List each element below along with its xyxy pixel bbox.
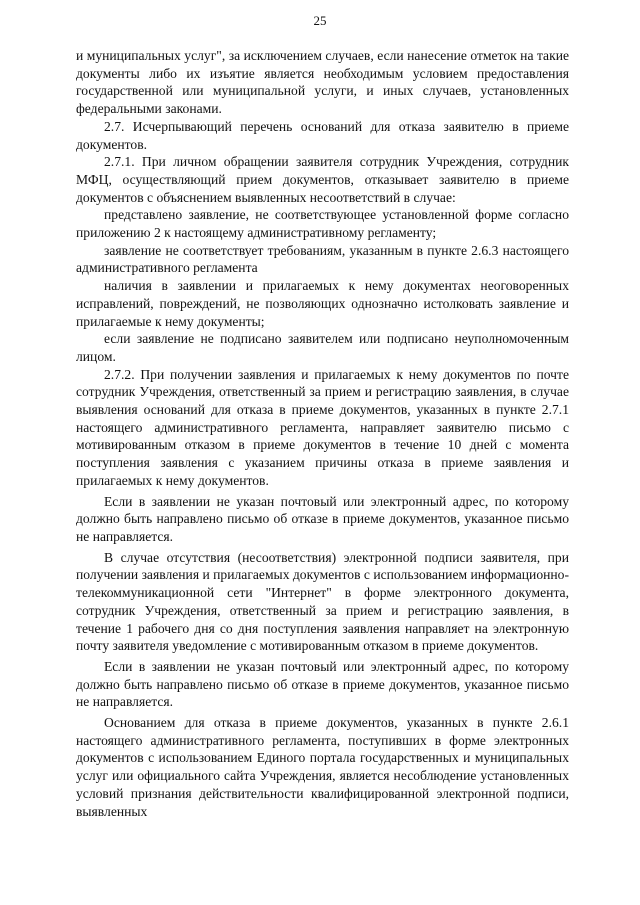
paragraph: 2.7. Исчерпывающий перечень оснований для отказа заявителю в приеме документов.: [76, 118, 569, 152]
paragraph: наличия в заявлении и прилагаемых к нему документах неоговоренных исправлений, повреждений, не позволяющих однозначно истолковать заявление и прилагаемые к нему документы;: [76, 278, 569, 329]
document-body: [76, 47, 569, 820]
paragraph: В случае отсутствия (несоответствия) электронной подписи заявителя, при получении заявления и прилагаемых документов с использованием информационно-телекоммуникационной сети "Интернет" в форме электронного документа, сотрудник Учреждения, ответственный за прием и регистрацию заявления, в течение 1 рабочего дня со дня поступления заявления направляет на электронную почту заявителя уведомление с мотивированным отказом в приеме документов.: [76, 549, 569, 654]
page-number: 25: [313, 13, 327, 28]
paragraph: 2.7.1. При личном обращении заявителя сотрудник Учреждения, сотрудник МФЦ, осуществляющий прием документов, отказывает заявителю в приеме документов с объяснением выявленных несоответствий в случае:: [76, 154, 569, 205]
paragraph: 2.7.2. При получении заявления и прилагаемых к нему документов по почте сотрудник Учреждения, ответственный за прием и регистрацию заявления, в случае выявления оснований для отказа в приеме документов, указанных в пункте 2.7.1 настоящего административного регламента, направляет заявителю письмо с мотивированным отказом в приеме документов в течение 10 дней с момента поступления заявления с указанием причины отказа в приеме заявления и прилагаемых к нему документов.: [76, 366, 569, 488]
paragraph: Если в заявлении не указан почтовый или электронный адрес, по которому должно быть направлено письмо об отказе в приеме документов, указанное письмо не направляется.: [76, 493, 569, 544]
paragraph: представлено заявление, не соответствующее установленной форме согласно приложению 2 к настоящему административному регламенту;: [76, 207, 569, 241]
paragraph: если заявление не подписано заявителем или подписано неуполномоченным лицом.: [76, 331, 569, 364]
paragraph: и муниципальных услуг", за исключением случаев, если нанесение отметок на такие документы либо их изъятие является необходимым условием предоставления государственной или муниципальной услуги, и иных случаев, установленных федеральными законами.: [76, 48, 569, 117]
paragraph: заявление не соответствует требованиям, указанным в пункте 2.6.3 настоящего административного регламента: [76, 242, 569, 276]
paragraph: Если в заявлении не указан почтовый или электронный адрес, по которому должно быть направлено письмо об отказе в приеме документов, указанное письмо не направляется.: [76, 658, 569, 710]
paragraph: Основанием для отказа в приеме документов, указанных в пункте 2.6.1 настоящего административного регламента, поступивших в форме электронных документов с использованием Единого портала государственных и муниципальных услуг или официального сайта Учреждения, является несоблюдение установленных условий признания действительности квалифицированной электронной подписи, выявленных: [76, 715, 569, 819]
